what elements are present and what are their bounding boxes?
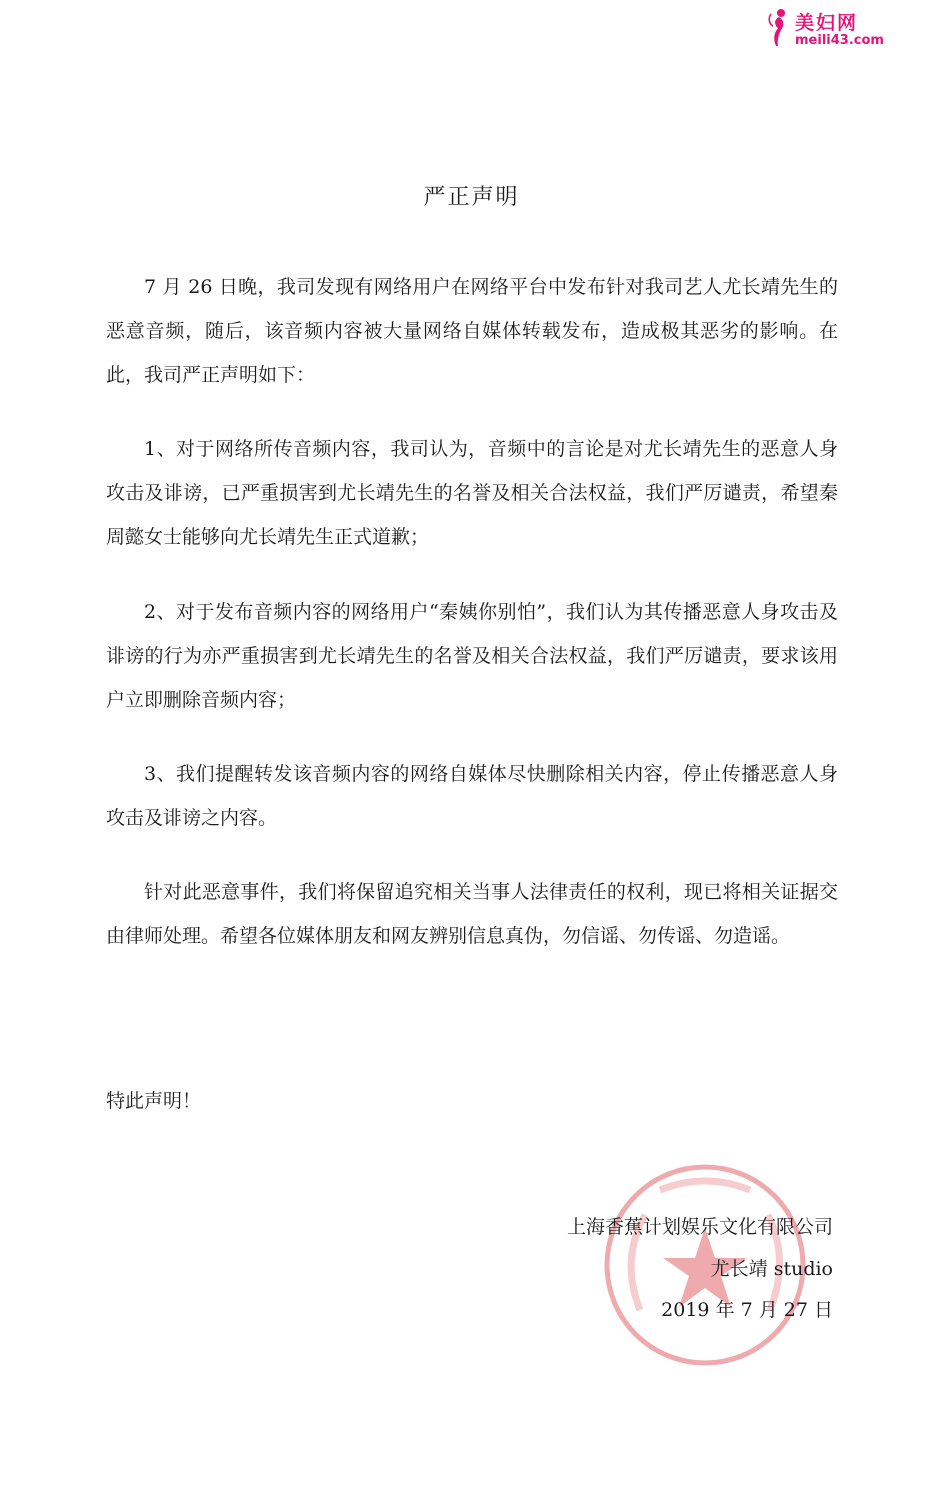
page-title: 严正声明 bbox=[423, 185, 520, 210]
closing-line: 特此声明！ bbox=[106, 1090, 202, 1112]
signature-date: 2019 年 7 月 27 日 bbox=[661, 1299, 833, 1321]
signature-company: 上海香蕉计划娱乐文化有限公司 bbox=[566, 1216, 833, 1238]
paragraph-point-1: 1、对于网络所传音频内容，我司认为，音频中的言论是对尤长靖先生的恶意人身攻击及诽谤，已严重损害到尤长靖先生的名誉及相关合法权益，我们严厉谴责，希望秦周懿女士能够向尤长靖先生正式道歉； bbox=[106, 438, 838, 548]
watermark-url: meili43.com bbox=[795, 33, 884, 48]
paragraph-point-3: 3、我们提醒转发该音频内容的网络自媒体尽快删除相关内容，停止传播恶意人身攻击及诽谤之内容。 bbox=[106, 763, 838, 829]
watermark-title: 美妇网 bbox=[795, 12, 859, 34]
woman-silhouette-icon bbox=[765, 6, 791, 48]
paragraph-intro: 7 月 26 日晚，我司发现有网络用户在网络平台中发布针对我司艺人尤长靖先生的恶意音频，随后，该音频内容被大量网络自媒体转载发布，造成极其恶劣的影响。在此，我司严正声明如下： bbox=[106, 276, 838, 386]
site-watermark bbox=[765, 6, 915, 52]
signature-studio: 尤长靖 studio bbox=[710, 1258, 833, 1280]
paragraph-point-2: 2、对于发布音频内容的网络用户“秦姨你别怕”，我们认为其传播恶意人身攻击及诽谤的行为亦严重损害到尤长靖先生的名誉及相关合法权益，我们严厉谴责，要求该用户立即删除音频内容； bbox=[106, 601, 838, 711]
paragraph-conclusion: 针对此恶意事件，我们将保留追究相关当事人法律责任的权利，现已将相关证据交由律师处理。希望各位媒体朋友和网友辨别信息真伪，勿信谣、勿传谣、勿造谣。 bbox=[106, 881, 838, 947]
